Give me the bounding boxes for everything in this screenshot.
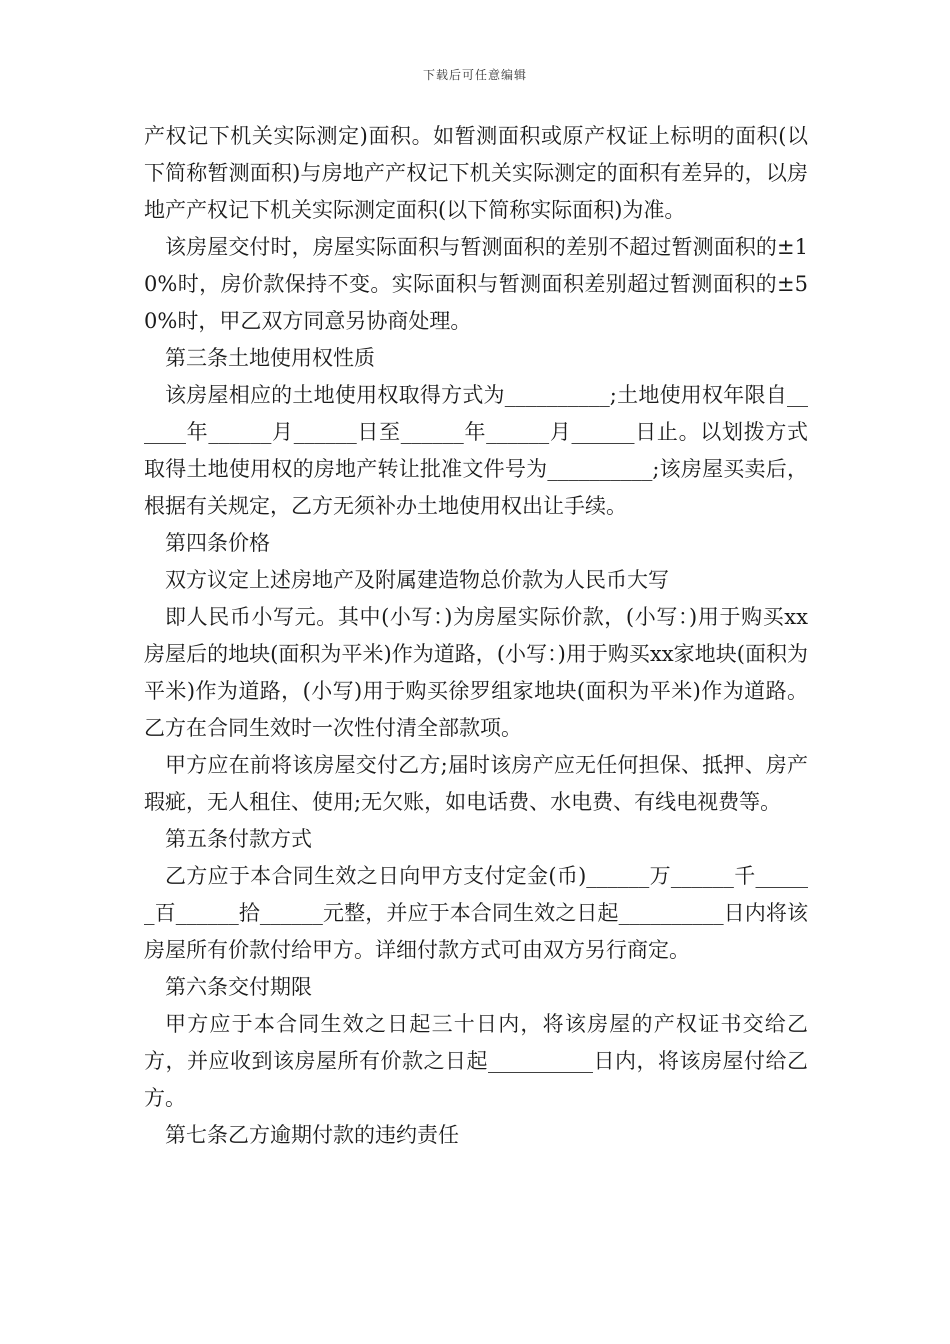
paragraph-payment-method: 乙方应于本合同生效之日向甲方支付定金(币)______万______千______百______拾______元整，并应于本合同生效之日起__________日内将该房屋所有价款付给甲方。详细付款方式可由双方另行商定。	[144, 864, 808, 962]
article-7-heading: 第七条乙方逾期付款的违约责任	[165, 1123, 459, 1147]
paragraph-area-definition: 产权记下机关实际测定)面积。如暂测面积或原产权证上标明的面积(以下简称暂测面积)与房地产产权记下机关实际测定的面积有差异的，以房地产产权记下机关实际测定面积(以下简称实际面积)为准。	[144, 124, 808, 222]
article-5-heading: 第五条付款方式	[165, 827, 312, 851]
page-header: 下载后可任意编辑	[422, 68, 527, 82]
document-body	[144, 118, 808, 1154]
paragraph-price-breakdown: 即人民币小写元。其中(小写：)为房屋实际价款，(小写：)用于购买xx房屋后的地块(面积为平米)作为道路，(小写：)用于购买xx家地块(面积为平米)作为道路，(小写)用于购买徐罗组家地块(面积为平米)作为道路。乙方在合同生效时一次性付清全部款项。	[144, 605, 808, 740]
article-3-heading: 第三条土地使用权性质	[165, 346, 375, 370]
paragraph-delivery-period: 甲方应于本合同生效之日起三十日内，将该房屋的产权证书交给乙方，并应收到该房屋所有价款之日起__________日内，将该房屋付给乙方。	[144, 1012, 808, 1110]
article-4-heading: 第四条价格	[165, 531, 270, 555]
paragraph-area-tolerance: 该房屋交付时，房屋实际面积与暂测面积的差别不超过暂测面积的±10%时，房价款保持不变。实际面积与暂测面积差别超过暂测面积的±50%时，甲乙双方同意另协商处理。	[144, 235, 808, 333]
paragraph-land-use-right: 该房屋相应的土地使用权取得方式为__________;土地使用权年限自______年______月______日至______年______月______日止。以划拨方式取得土地使用权的房地产转让批准文件号为__________;该房屋买卖后，根据有关规定，乙方无须补办土地使用权出让手续。	[144, 383, 808, 518]
article-6-heading: 第六条交付期限	[165, 975, 312, 999]
paragraph-total-price: 双方议定上述房地产及附属建造物总价款为人民币大写	[165, 568, 669, 592]
paragraph-delivery-condition: 甲方应在前将该房屋交付乙方;届时该房产应无任何担保、抵押、房产瑕疵，无人租住、使用;无欠账，如电话费、水电费、有线电视费等。	[144, 753, 808, 814]
